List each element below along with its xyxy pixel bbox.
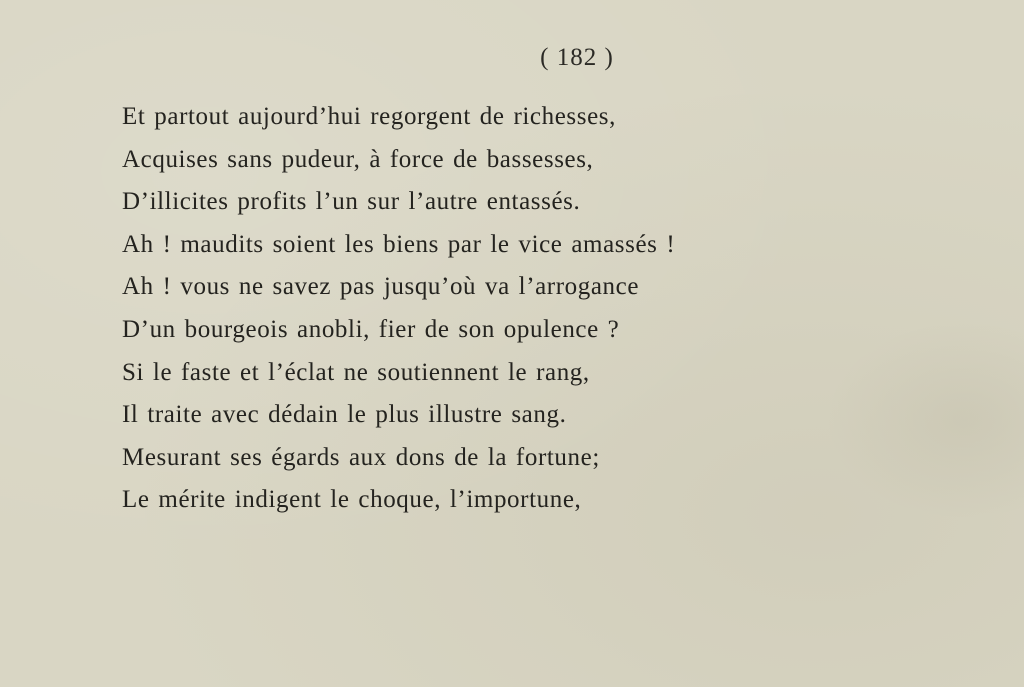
poem-line: Si le faste et l’éclat ne soutiennent le rang, [122,358,590,386]
poem-text [122,96,675,522]
poem-line: Le mérite indigent le choque, l’importune, [122,486,582,514]
poem-line: Acquises sans pudeur, à force de bassesses, [122,145,594,173]
poem-line: D’un bourgeois anobli, fier de son opulence ? [122,315,620,343]
poem-line: Et partout aujourd’hui regorgent de richesses, [122,103,616,130]
poem-line: Il traite avec dédain le plus illustre sang. [122,401,567,429]
poem-line: Mesurant ses égards aux dons de la fortune; [122,443,600,471]
poem-line: D’illicites profits l’un sur l’autre entassés. [122,188,581,216]
paper-bleed-through [824,320,1024,520]
poem-line: Ah ! vous ne savez pas jusqu’où va l’arrogance [122,273,640,301]
page-number: ( 182 ) [540,44,614,71]
poem-line: Ah ! maudits soient les biens par le vice amassés ! [122,230,676,258]
